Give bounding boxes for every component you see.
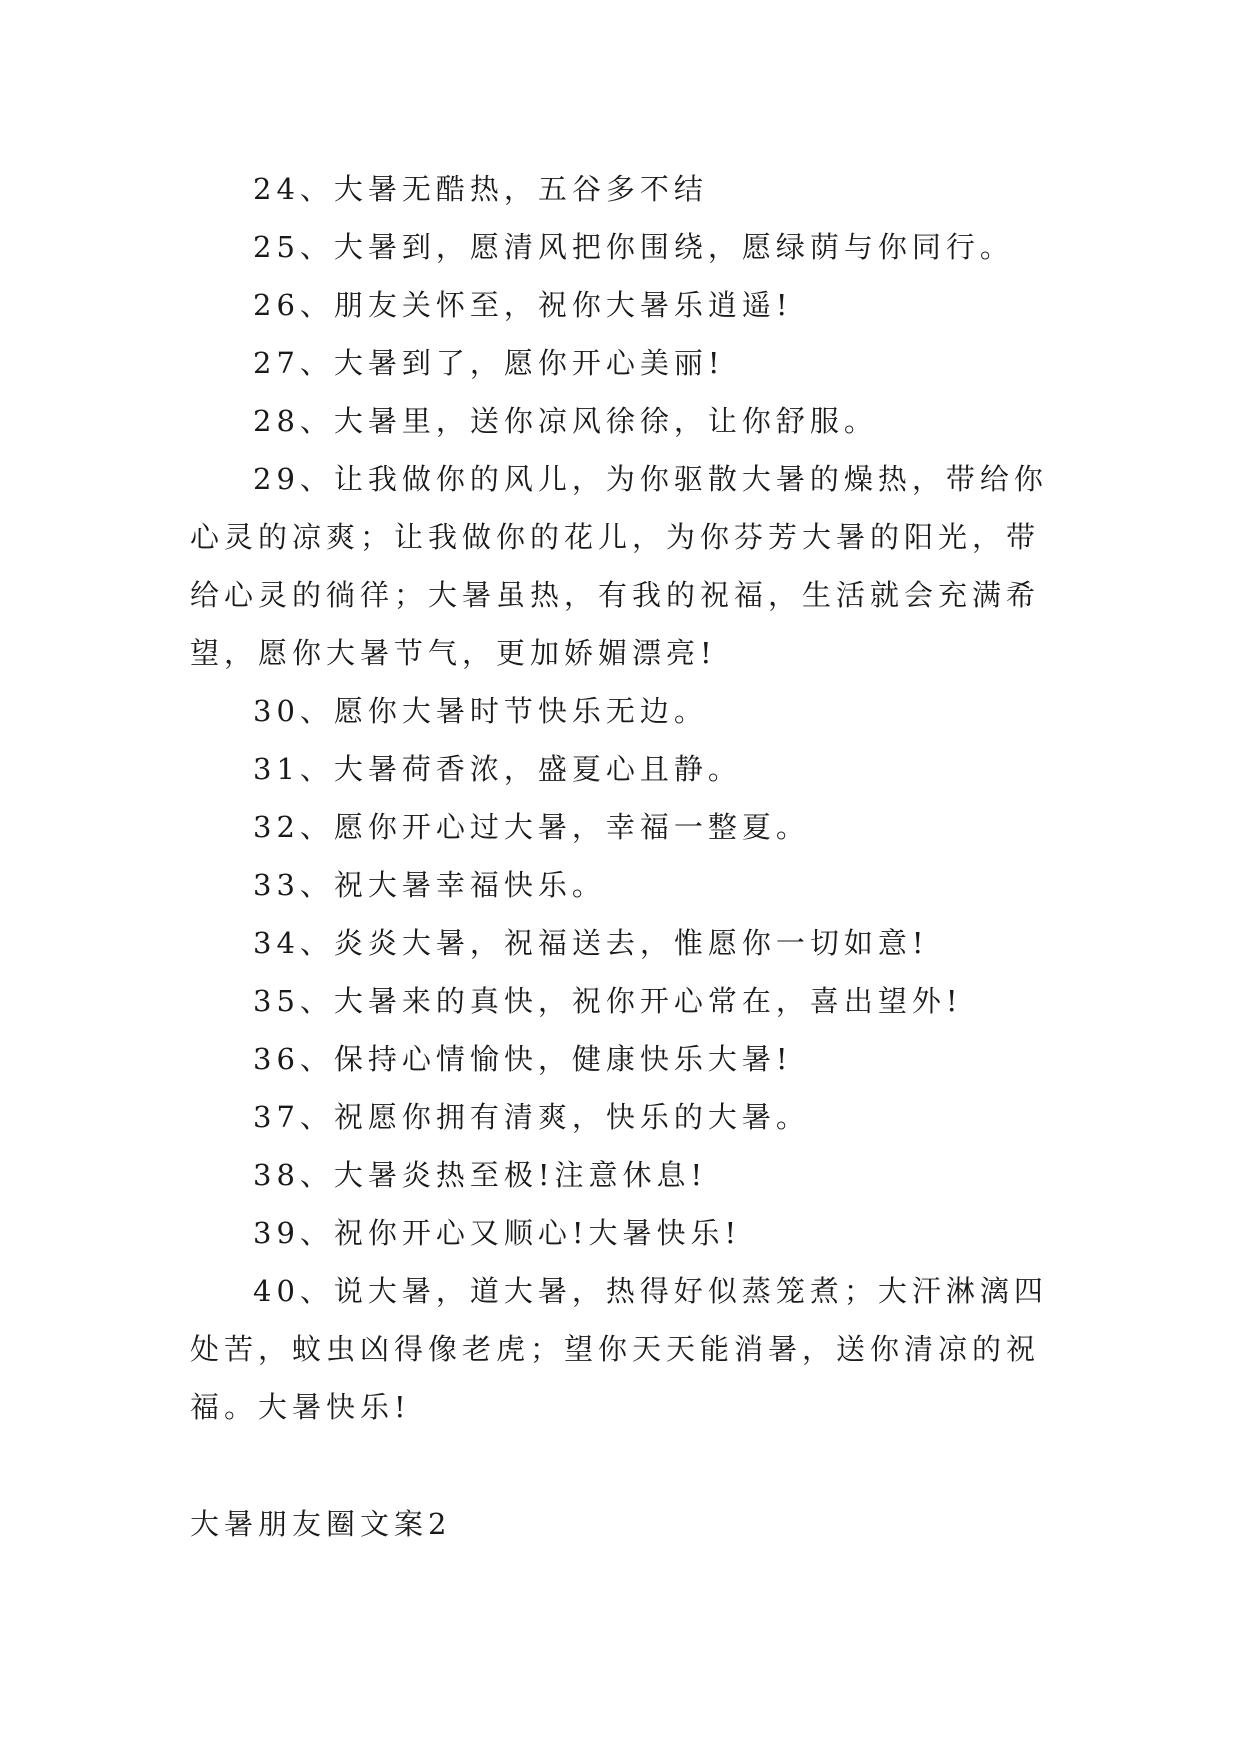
- list-item: 40、说大暑，道大暑，热得好似蒸笼煮；大汗淋漓四处苦，蚊虫凶得像老虎；望你天天能消暑，送你清凉的祝福。大暑快乐!: [190, 1274, 1048, 1424]
- list-item: 39、祝你开心又顺心!大暑快乐!: [253, 1216, 742, 1250]
- list-item: 37、祝愿你拥有清爽，快乐的大暑。: [253, 1100, 810, 1134]
- list-item: 28、大暑里，送你凉风徐徐，让你舒服。: [253, 404, 878, 438]
- list-item: 38、大暑炎热至极!注意休息!: [253, 1158, 708, 1192]
- list-item: 36、保持心情愉快，健康快乐大暑!: [253, 1042, 793, 1076]
- list-item: 24、大暑无酷热，五谷多不结: [253, 172, 708, 206]
- list-item: 32、愿你开心过大暑，幸福一整夏。: [253, 810, 810, 844]
- list-item: 31、大暑荷香浓，盛夏心且静。: [253, 752, 742, 786]
- list-item: 25、大暑到，愿清风把你围绕，愿绿荫与你同行。: [253, 230, 1014, 264]
- list-item: 27、大暑到了，愿你开心美丽!: [253, 346, 725, 380]
- list-item: 34、炎炎大暑，祝福送去，惟愿你一切如意!: [253, 926, 929, 960]
- list-item: 30、愿你大暑时节快乐无边。: [253, 694, 708, 728]
- document-page: [190, 160, 1070, 1553]
- list-item: 35、大暑来的真快，祝你开心常在，喜出望外!: [253, 984, 963, 1018]
- list-item: 33、祝大暑幸福快乐。: [253, 868, 606, 902]
- list-item: 29、让我做你的风儿，为你驱散大暑的燥热，带给你心灵的凉爽；让我做你的花儿，为你芬芳大暑的阳光，带给心灵的徜徉；大暑虽热，有我的祝福，生活就会充满希望，愿你大暑节气，更加娇媚漂亮!: [190, 462, 1048, 670]
- section-heading: 大暑朋友圈文案2: [190, 1507, 452, 1541]
- list-item: 26、朋友关怀至，祝你大暑乐逍遥!: [253, 288, 793, 322]
